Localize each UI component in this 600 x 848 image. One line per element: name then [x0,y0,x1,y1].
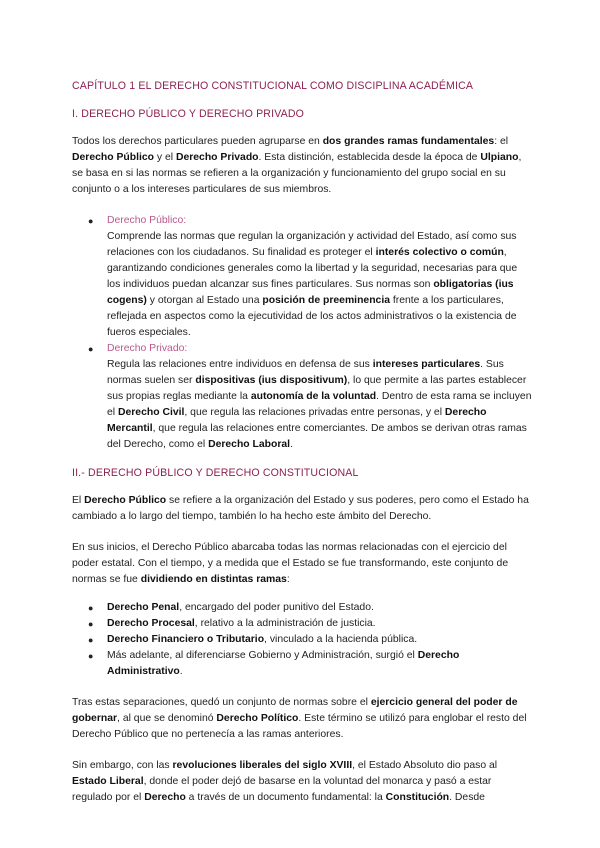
bold-term: ejercicio general del poder de gobernar [72,697,518,724]
bold-term: dos grandes ramas fundamentales [322,136,495,147]
item-heading: Derecho Público: [107,215,187,226]
section-1-intro: Todos los derechos particulares pueden agruparse en dos grandes ramas fundamentales: el Derecho Público y el Derecho Privado. Esta distinción, establecida desde la época de Ulpiano, se basa en si las normas se refieren a la organización y funcionamiento del grupo social en su conjunto o a los intereses particulares de sus miembros. [72,136,522,195]
bold-term: posición de preeminencia [262,295,390,306]
bold-term: interés colectivo o común [375,247,504,258]
bullet-icon: ● [88,635,94,645]
bold-term: Derecho Penal [107,602,180,613]
document-body [72,78,532,821]
list-item [72,632,532,648]
bold-term: intereses particulares [372,359,481,370]
bullet-icon: ● [88,651,94,661]
item-body: Comprende las normas que regulan la organización y actividad del Estado, así como sus relaciones con los ciudadanos. Su finalidad es proteger el interés colectivo o común, garantizando condiciones generales como la libertad y la seguridad, necesarias para que los individuos puedan alcanzar sus fines particulares. Sus normas son obligatorias (ius cogens) y otorgan al Estado una posición de preeminencia frente a los particulares, reflejada en aspectos como la ejecutividad de los actos administrativos o la existencia de fueros especiales. [107,231,518,338]
section-1-title: I. DERECHO PÚBLICO Y DERECHO PRIVADO [72,108,305,120]
bold-term: Ulpiano [480,152,519,163]
list-item [72,648,532,680]
bold-term: Derecho Público [84,495,167,506]
chapter-title: CAPÍTULO 1 EL DERECHO CONSTITUCIONAL COMO DISCIPLINA ACADÉMICA [72,80,474,92]
list-item-text: Derecho Penal, encargado del poder punitivo del Estado. [107,602,374,613]
item-heading: Derecho Privado: [107,343,188,354]
branches-list [72,600,532,680]
section-2-paragraph-4: Sin embargo, con las revoluciones liberales del siglo XVIII, el Estado Absoluto dio paso al Estado Liberal, donde el poder dejó de basarse en la voluntad del monarca y pasó a estar regulado por el Derecho a través de un documento fundamental: la Constitución. Desde [72,760,498,803]
bullet-icon: ● [88,344,94,354]
bullet-icon: ● [88,216,94,226]
section-1-list [72,213,532,453]
bold-term: Derecho Público [72,152,154,163]
bold-term: Estado Liberal [72,776,144,787]
bold-term: revoluciones liberales del siglo XVIII [172,760,353,771]
bold-term: dispositivas (ius dispositivum) [195,375,348,386]
section-2-paragraph-1: El Derecho Público se refiere a la organización del Estado y sus poderes, pero como el Estado ha cambiado a lo largo del tiempo, también lo ha hecho este ámbito del Derecho. [72,495,529,522]
bold-term: Derecho Civil [117,407,185,418]
bold-term: Derecho Mercantil [107,407,487,434]
list-item [72,616,532,632]
bullet-icon: ● [88,619,94,629]
bold-term: Constitución [385,792,450,803]
bold-term: dividiendo en distintas ramas [140,574,287,585]
item-body: Regula las relaciones entre individuos en defensa de sus intereses particulares. Sus normas suelen ser dispositivas (ius dispositivum), lo que permite a las partes establecer sus propias reglas mediante la autonomía de la voluntad. Dentro de esta rama se incluyen el Derecho Civil, que regula las relaciones privadas entre personas, y el Derecho Mercantil, que regula las relaciones entre comerciantes. De ambos se derivan otras ramas del Derecho, como el Derecho Laboral. [107,359,532,450]
bold-term: Derecho Procesal [107,618,195,629]
bold-term: Derecho [144,792,186,803]
bold-term: autonomía de la voluntad [250,391,377,402]
list-item-derecho-privado [72,341,532,453]
section-2-title: II.- DERECHO PÚBLICO Y DERECHO CONSTITUCIONAL [72,467,359,479]
section-2-paragraph-3: Tras estas separaciones, quedó un conjunto de normas sobre el ejercicio general del poder de gobernar, al que se denominó Derecho Político. Este término se utilizó para englobar el resto del Derecho Público que no pertenecía a las ramas anteriores. [72,697,527,740]
list-item-derecho-publico [72,213,532,341]
list-item-text: Derecho Financiero o Tributario, vinculado a la hacienda pública. [107,634,418,645]
list-item-text: Derecho Procesal, relativo a la administración de justicia. [107,618,376,629]
bullet-icon: ● [88,603,94,613]
list-item-text: Más adelante, al diferenciarse Gobierno y Administración, surgió el Derecho Administrativo. [107,650,460,677]
bold-term: Derecho Laboral [208,439,291,450]
bold-term: Derecho Financiero o Tributario [107,634,265,645]
bold-term: obligatorias (ius cogens) [107,279,514,306]
bold-term: Derecho Administrativo [107,650,460,677]
list-item [72,600,532,616]
bold-term: Derecho Privado [175,152,259,163]
bold-term: Derecho Político [216,713,299,724]
section-2-paragraph-2: En sus inicios, el Derecho Público abarcaba todas las normas relacionadas con el ejercicio del poder estatal. Con el tiempo, y a medida que el Estado se fue transformando, este conjunto de normas se fue dividiendo en distintas ramas: [72,542,509,585]
